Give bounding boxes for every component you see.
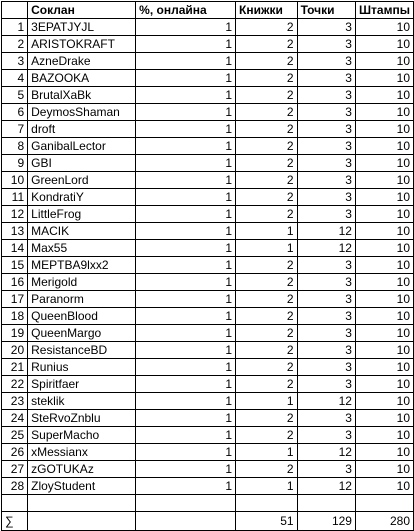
cell-name: GBI xyxy=(28,155,136,172)
cell-name: KondratiY xyxy=(28,189,136,206)
cell-points: 3 xyxy=(297,257,355,274)
cell-num: 23 xyxy=(2,393,28,410)
cell-num: 19 xyxy=(2,325,28,342)
cell-online: 1 xyxy=(136,53,236,70)
table-row xyxy=(2,274,414,291)
cell-points: 3 xyxy=(297,36,355,53)
cell-books: 1 xyxy=(236,240,298,257)
cell-online: 1 xyxy=(136,36,236,53)
table-row xyxy=(2,410,414,427)
cell-books: 2 xyxy=(236,291,298,308)
cell-stamps: 10 xyxy=(355,274,413,291)
table-row xyxy=(2,87,414,104)
cell-num: 22 xyxy=(2,376,28,393)
cell-books: 2 xyxy=(236,308,298,325)
cell-points: 3 xyxy=(297,70,355,87)
cell-stamps: 10 xyxy=(355,257,413,274)
table-row xyxy=(2,240,414,257)
cell-name: SteRvoZnblu xyxy=(28,410,136,427)
table-row xyxy=(2,155,414,172)
cell-points: 3 xyxy=(297,342,355,359)
cell-points: 3 xyxy=(297,410,355,427)
cell-points: 3 xyxy=(297,138,355,155)
cell-num: 26 xyxy=(2,444,28,461)
cell-points: 12 xyxy=(297,223,355,240)
blank-cell xyxy=(236,495,298,512)
table-row xyxy=(2,444,414,461)
cell-num: 27 xyxy=(2,461,28,478)
cell-num: 25 xyxy=(2,427,28,444)
table-row xyxy=(2,325,414,342)
table-row xyxy=(2,342,414,359)
cell-num: 20 xyxy=(2,342,28,359)
cell-points: 3 xyxy=(297,274,355,291)
cell-stamps: 10 xyxy=(355,19,413,36)
cell-name: GanibalLector xyxy=(28,138,136,155)
table-row xyxy=(2,478,414,495)
cell-stamps: 10 xyxy=(355,172,413,189)
cell-online: 1 xyxy=(136,308,236,325)
cell-online: 1 xyxy=(136,342,236,359)
cell-name: QueenMargo xyxy=(28,325,136,342)
cell-online: 1 xyxy=(136,172,236,189)
blank-cell xyxy=(355,495,413,512)
cell-stamps: 10 xyxy=(355,155,413,172)
cell-points: 3 xyxy=(297,104,355,121)
cell-books: 2 xyxy=(236,104,298,121)
cell-num: 15 xyxy=(2,257,28,274)
cell-num: 6 xyxy=(2,104,28,121)
table-row xyxy=(2,121,414,138)
cell-num: 5 xyxy=(2,87,28,104)
blank-row xyxy=(2,495,414,512)
cell-books: 2 xyxy=(236,257,298,274)
cell-points: 3 xyxy=(297,87,355,104)
cell-online: 1 xyxy=(136,325,236,342)
table-row xyxy=(2,359,414,376)
cell-online: 1 xyxy=(136,478,236,495)
cell-stamps: 10 xyxy=(355,461,413,478)
cell-books: 2 xyxy=(236,410,298,427)
cell-name: BAZOOKA xyxy=(28,70,136,87)
cell-name: ZloyStudent xyxy=(28,478,136,495)
table-row xyxy=(2,104,414,121)
clan-stats-table xyxy=(1,1,414,531)
header-stamps: Штампы xyxy=(355,2,413,19)
cell-name: GreenLord xyxy=(28,172,136,189)
cell-online: 1 xyxy=(136,376,236,393)
cell-points: 3 xyxy=(297,206,355,223)
cell-num: 1 xyxy=(2,19,28,36)
cell-points: 3 xyxy=(297,427,355,444)
cell-online: 1 xyxy=(136,410,236,427)
cell-name: Runius xyxy=(28,359,136,376)
cell-points: 3 xyxy=(297,189,355,206)
table-row xyxy=(2,376,414,393)
cell-books: 2 xyxy=(236,172,298,189)
cell-online: 1 xyxy=(136,291,236,308)
header-online: %, онлайна xyxy=(136,2,236,19)
blank-cell xyxy=(297,495,355,512)
cell-name: SuperMacho xyxy=(28,427,136,444)
cell-num: 28 xyxy=(2,478,28,495)
cell-stamps: 10 xyxy=(355,70,413,87)
table-row xyxy=(2,70,414,87)
total-online xyxy=(136,512,236,531)
table-row xyxy=(2,19,414,36)
blank-cell xyxy=(28,495,136,512)
cell-stamps: 10 xyxy=(355,104,413,121)
cell-online: 1 xyxy=(136,155,236,172)
cell-num: 18 xyxy=(2,308,28,325)
cell-books: 2 xyxy=(236,427,298,444)
header-clanmate: Соклан xyxy=(28,2,136,19)
cell-online: 1 xyxy=(136,359,236,376)
cell-points: 3 xyxy=(297,325,355,342)
cell-points: 3 xyxy=(297,172,355,189)
blank-cell xyxy=(2,495,28,512)
cell-num: 10 xyxy=(2,172,28,189)
cell-books: 2 xyxy=(236,155,298,172)
cell-name: Spiritfaer xyxy=(28,376,136,393)
table-row xyxy=(2,257,414,274)
cell-stamps: 10 xyxy=(355,478,413,495)
table-row xyxy=(2,206,414,223)
header-num xyxy=(2,2,28,19)
cell-stamps: 10 xyxy=(355,410,413,427)
cell-books: 2 xyxy=(236,87,298,104)
cell-points: 12 xyxy=(297,393,355,410)
cell-online: 1 xyxy=(136,461,236,478)
cell-stamps: 10 xyxy=(355,240,413,257)
totals-row xyxy=(2,512,414,531)
cell-stamps: 10 xyxy=(355,342,413,359)
cell-online: 1 xyxy=(136,19,236,36)
cell-books: 2 xyxy=(236,342,298,359)
cell-name: xMessianx xyxy=(28,444,136,461)
cell-books: 2 xyxy=(236,189,298,206)
table-row xyxy=(2,53,414,70)
cell-name: steklik xyxy=(28,393,136,410)
cell-online: 1 xyxy=(136,70,236,87)
header-books: Книжки xyxy=(236,2,298,19)
cell-stamps: 10 xyxy=(355,36,413,53)
cell-points: 12 xyxy=(297,240,355,257)
cell-name: DeymosShaman xyxy=(28,104,136,121)
table-row xyxy=(2,461,414,478)
cell-num: 17 xyxy=(2,291,28,308)
cell-books: 1 xyxy=(236,478,298,495)
cell-online: 1 xyxy=(136,257,236,274)
header-points: Точки xyxy=(297,2,355,19)
cell-points: 3 xyxy=(297,376,355,393)
cell-name: Paranorm xyxy=(28,291,136,308)
total-books: 51 xyxy=(236,512,298,531)
cell-stamps: 10 xyxy=(355,427,413,444)
cell-online: 1 xyxy=(136,393,236,410)
cell-points: 3 xyxy=(297,19,355,36)
cell-name: zGOTUKAz xyxy=(28,461,136,478)
cell-num: 4 xyxy=(2,70,28,87)
cell-stamps: 10 xyxy=(355,308,413,325)
cell-books: 2 xyxy=(236,138,298,155)
cell-online: 1 xyxy=(136,427,236,444)
cell-name: MEPTBA9lxx2 xyxy=(28,257,136,274)
cell-points: 3 xyxy=(297,155,355,172)
cell-books: 2 xyxy=(236,359,298,376)
cell-points: 3 xyxy=(297,53,355,70)
cell-name: AzneDrake xyxy=(28,53,136,70)
cell-books: 1 xyxy=(236,444,298,461)
cell-points: 12 xyxy=(297,478,355,495)
cell-num: 9 xyxy=(2,155,28,172)
cell-books: 2 xyxy=(236,70,298,87)
cell-points: 3 xyxy=(297,359,355,376)
cell-name: BrutalXaBk xyxy=(28,87,136,104)
cell-stamps: 10 xyxy=(355,206,413,223)
table-row xyxy=(2,393,414,410)
cell-stamps: 10 xyxy=(355,359,413,376)
cell-online: 1 xyxy=(136,223,236,240)
blank-cell xyxy=(136,495,236,512)
cell-stamps: 10 xyxy=(355,138,413,155)
table-row xyxy=(2,308,414,325)
cell-stamps: 10 xyxy=(355,393,413,410)
cell-books: 2 xyxy=(236,36,298,53)
table-row xyxy=(2,427,414,444)
cell-name: 3EPATJYJL xyxy=(28,19,136,36)
cell-online: 1 xyxy=(136,87,236,104)
cell-stamps: 10 xyxy=(355,87,413,104)
cell-online: 1 xyxy=(136,240,236,257)
cell-stamps: 10 xyxy=(355,189,413,206)
table-row xyxy=(2,189,414,206)
cell-num: 11 xyxy=(2,189,28,206)
table-row xyxy=(2,291,414,308)
table-row xyxy=(2,138,414,155)
cell-books: 2 xyxy=(236,53,298,70)
cell-name: MACIK xyxy=(28,223,136,240)
cell-books: 2 xyxy=(236,274,298,291)
cell-stamps: 10 xyxy=(355,53,413,70)
cell-points: 3 xyxy=(297,308,355,325)
cell-stamps: 10 xyxy=(355,325,413,342)
table-row xyxy=(2,223,414,240)
cell-online: 1 xyxy=(136,104,236,121)
cell-books: 1 xyxy=(236,223,298,240)
cell-stamps: 10 xyxy=(355,223,413,240)
cell-name: ARISTOKRAFT xyxy=(28,36,136,53)
total-name xyxy=(28,512,136,531)
cell-num: 13 xyxy=(2,223,28,240)
cell-points: 3 xyxy=(297,461,355,478)
cell-num: 16 xyxy=(2,274,28,291)
cell-stamps: 10 xyxy=(355,444,413,461)
cell-online: 1 xyxy=(136,274,236,291)
cell-online: 1 xyxy=(136,138,236,155)
cell-name: ResistanceBD xyxy=(28,342,136,359)
cell-name: Max55 xyxy=(28,240,136,257)
total-sum-symbol: ∑ xyxy=(2,512,28,531)
cell-points: 3 xyxy=(297,291,355,308)
cell-name: Merigold xyxy=(28,274,136,291)
table-row xyxy=(2,172,414,189)
cell-num: 24 xyxy=(2,410,28,427)
cell-stamps: 10 xyxy=(355,376,413,393)
cell-num: 3 xyxy=(2,53,28,70)
cell-stamps: 10 xyxy=(355,121,413,138)
cell-books: 2 xyxy=(236,19,298,36)
cell-books: 2 xyxy=(236,325,298,342)
total-points: 129 xyxy=(297,512,355,531)
cell-books: 2 xyxy=(236,461,298,478)
cell-points: 3 xyxy=(297,121,355,138)
cell-online: 1 xyxy=(136,121,236,138)
cell-books: 2 xyxy=(236,376,298,393)
cell-num: 21 xyxy=(2,359,28,376)
cell-books: 2 xyxy=(236,206,298,223)
total-stamps: 280 xyxy=(355,512,413,531)
table-row xyxy=(2,36,414,53)
cell-books: 1 xyxy=(236,393,298,410)
cell-books: 2 xyxy=(236,121,298,138)
cell-name: QueenBlood xyxy=(28,308,136,325)
cell-name: droft xyxy=(28,121,136,138)
cell-name: LittleFrog xyxy=(28,206,136,223)
cell-online: 1 xyxy=(136,206,236,223)
cell-points: 12 xyxy=(297,444,355,461)
cell-num: 12 xyxy=(2,206,28,223)
cell-num: 8 xyxy=(2,138,28,155)
cell-online: 1 xyxy=(136,189,236,206)
header-row xyxy=(2,2,414,19)
cell-num: 7 xyxy=(2,121,28,138)
cell-num: 2 xyxy=(2,36,28,53)
cell-num: 14 xyxy=(2,240,28,257)
cell-stamps: 10 xyxy=(355,291,413,308)
cell-online: 1 xyxy=(136,444,236,461)
